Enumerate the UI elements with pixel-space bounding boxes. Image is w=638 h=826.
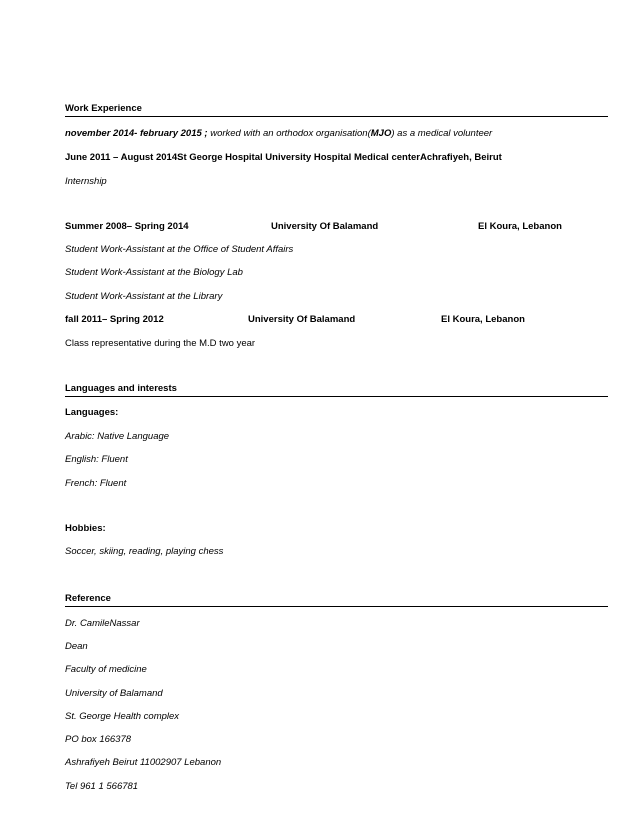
reference-line: Dean bbox=[65, 641, 88, 652]
hobbies-label: Hobbies: bbox=[65, 523, 106, 534]
reference-line: Ashrafiyeh Beirut 11002907 Lebanon bbox=[65, 757, 222, 768]
section-heading-languages: Languages and interests bbox=[65, 383, 608, 397]
language-item: English: Fluent bbox=[65, 454, 128, 465]
internship-line: Internship bbox=[65, 176, 107, 187]
reference-line: University of Balamand bbox=[65, 688, 163, 699]
job1-role: Student Work-Assistant at the Office of Student Affairs bbox=[65, 244, 294, 255]
reference-line: Dr. CamileNassar bbox=[65, 618, 140, 629]
reference-line: St. George Health complex bbox=[65, 711, 180, 722]
languages-label: Languages: bbox=[65, 407, 119, 418]
job1-place: El Koura, Lebanon bbox=[478, 221, 562, 232]
language-item: French: Fluent bbox=[65, 478, 127, 489]
hobbies-text: Soccer, skiing, reading, playing chess bbox=[65, 546, 224, 557]
job1-org: University Of Balamand bbox=[271, 221, 379, 232]
section-heading-reference: Reference bbox=[65, 593, 608, 607]
volunteer-text-a: worked with an orthodox organisation( bbox=[207, 128, 371, 139]
job1-date: Summer 2008– Spring 2014 bbox=[65, 221, 189, 232]
volunteer-line bbox=[65, 128, 492, 140]
reference-line: PO box 166378 bbox=[65, 734, 132, 745]
reference-line: Tel 961 1 566781 bbox=[65, 781, 139, 792]
volunteer-org: MJO bbox=[370, 128, 392, 139]
volunteer-date: november 2014- february 2015 ; bbox=[65, 128, 208, 139]
job2-date: fall 2011– Spring 2012 bbox=[65, 314, 164, 325]
job2-place: El Koura, Lebanon bbox=[441, 314, 525, 325]
section-heading-work-experience: Work Experience bbox=[65, 103, 608, 117]
job2-role: Class representative during the M.D two year bbox=[65, 338, 256, 349]
job1-role: Student Work-Assistant at the Library bbox=[65, 291, 223, 302]
volunteer-text-b: ) as a medical volunteer bbox=[391, 128, 493, 139]
reference-line: Faculty of medicine bbox=[65, 664, 147, 675]
job1-role: Student Work-Assistant at the Biology Lab bbox=[65, 267, 243, 278]
hospital-line: June 2011 – August 2014St George Hospital University Hospital Medical centerAchrafiyeh, Beirut bbox=[65, 152, 502, 163]
job2-org: University Of Balamand bbox=[248, 314, 356, 325]
language-item: Arabic: Native Language bbox=[65, 431, 170, 442]
